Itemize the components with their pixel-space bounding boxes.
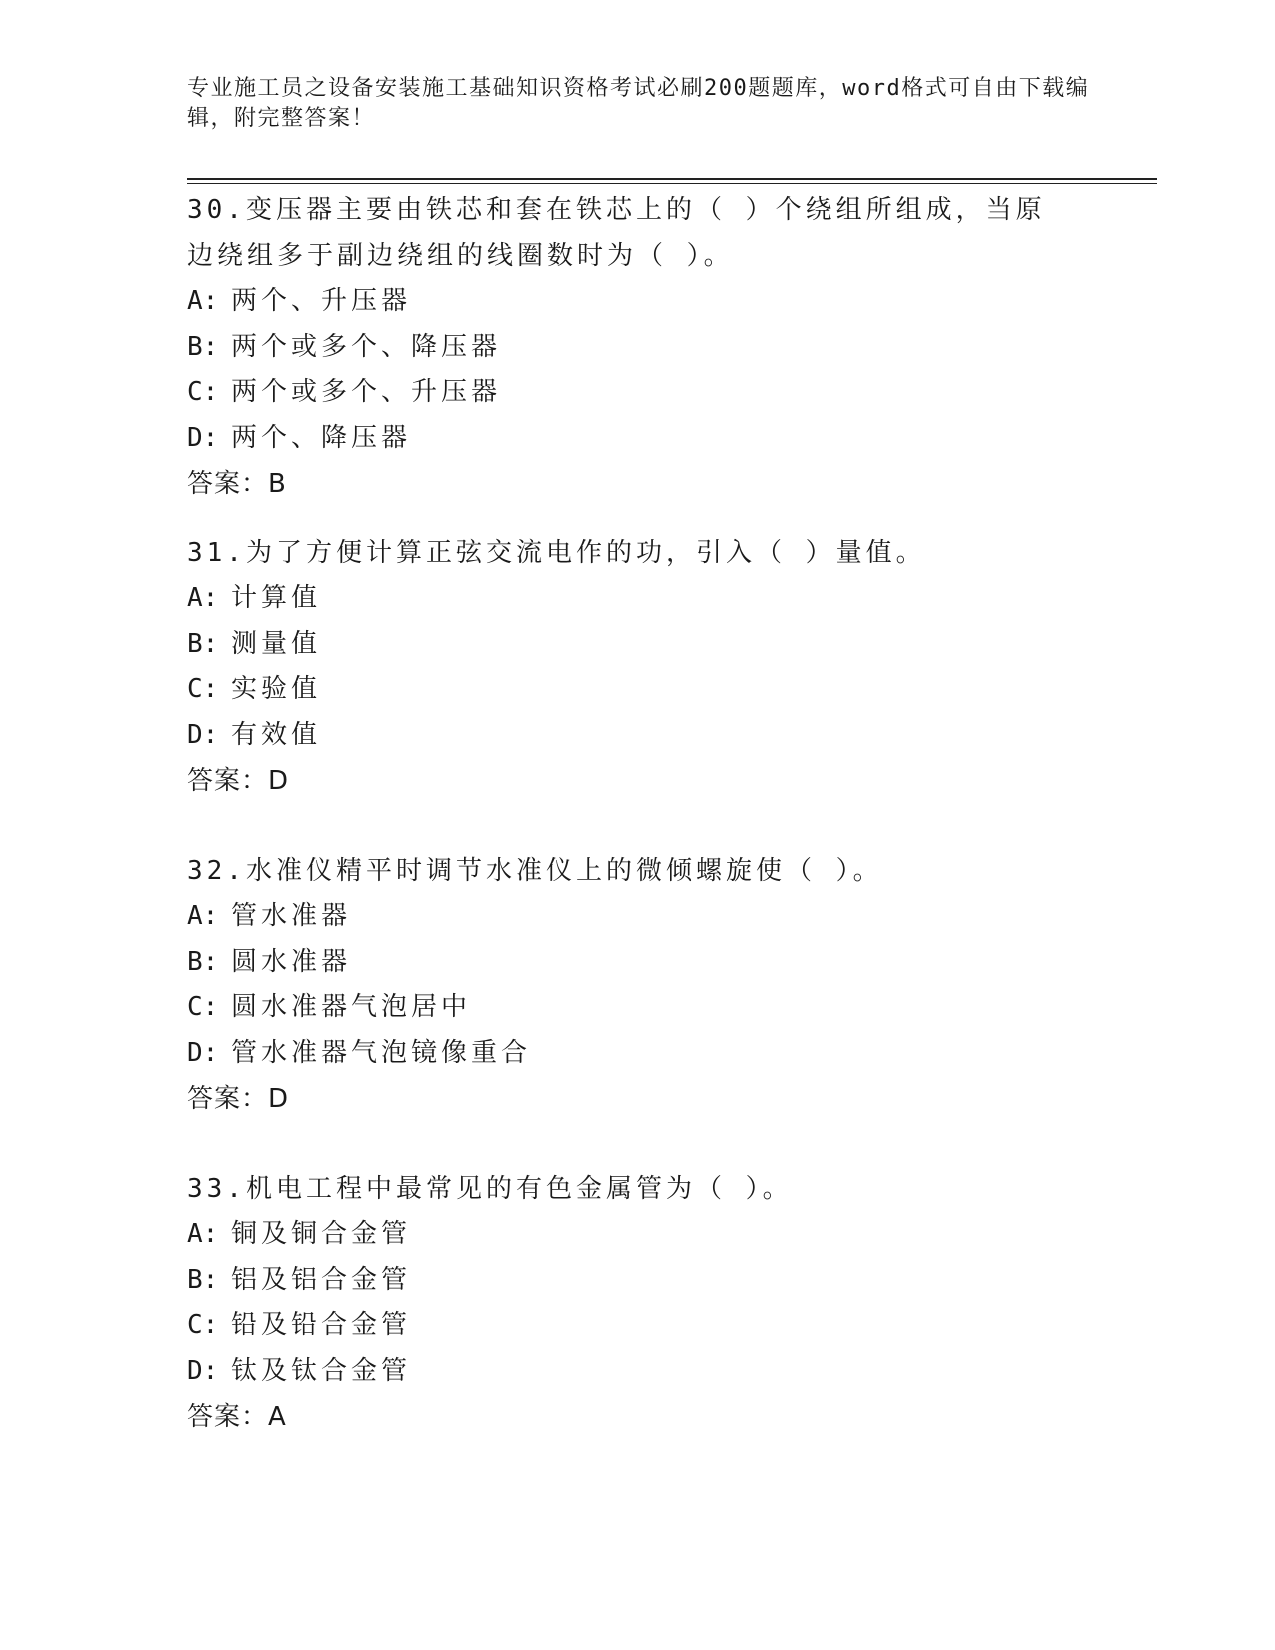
option-a	[187, 279, 1157, 325]
option-c	[187, 1303, 1157, 1349]
question-stem: 33.机电工程中最常见的有色金属管为（ ）。	[187, 1174, 793, 1204]
option-text: 两个或多个、降压器	[231, 331, 502, 362]
header-divider-thin	[187, 183, 1157, 184]
option-letter: D:	[187, 422, 219, 453]
option-letter: A:	[187, 286, 219, 316]
option-text: 圆水准器	[231, 946, 352, 977]
option-text: 两个、升压器	[231, 286, 412, 316]
answer-label: 答案：B	[187, 469, 287, 499]
option-text: 管水准器气泡镜像重合	[231, 1037, 532, 1068]
question-32	[187, 848, 1157, 1122]
option-c	[187, 985, 1157, 1031]
option-d	[187, 713, 1157, 759]
option-text: 铜及铜合金管	[231, 1219, 412, 1249]
option-b	[187, 325, 1157, 371]
option-letter: C:	[187, 674, 219, 704]
option-letter: A:	[187, 901, 219, 931]
option-b	[187, 1258, 1157, 1304]
option-text: 实验值	[231, 674, 322, 704]
question-stem: 31.为了方便计算正弦交流电作的功，引入（ ）量值。	[187, 538, 926, 568]
option-letter: A:	[187, 1219, 219, 1249]
answer-label: 答案：D	[187, 766, 290, 796]
question-stem: 32.水准仪精平时调节水准仪上的微倾螺旋使（ ）。	[187, 856, 883, 886]
answer-label: 答案：A	[187, 1402, 287, 1432]
option-letter: C:	[187, 992, 219, 1022]
option-text: 有效值	[231, 719, 322, 750]
option-letter: D:	[187, 1355, 219, 1386]
option-text: 圆水准器气泡居中	[231, 992, 472, 1022]
option-b	[187, 940, 1157, 986]
option-letter: C:	[187, 377, 219, 407]
option-letter: B:	[187, 331, 219, 362]
option-c	[187, 370, 1157, 416]
question-33	[187, 1166, 1157, 1440]
question-30	[187, 187, 1157, 507]
option-letter: B:	[187, 628, 219, 659]
option-text: 两个或多个、升压器	[231, 377, 502, 407]
option-a	[187, 894, 1157, 940]
option-d	[187, 1349, 1157, 1395]
option-text: 测量值	[231, 628, 322, 659]
document-intro: 专业施工员之设备安装施工基础知识资格考试必刷200题题库，word格式可自由下载编辑，附完整答案！	[187, 76, 1090, 131]
option-d	[187, 1031, 1157, 1077]
option-text: 铅及铅合金管	[231, 1310, 412, 1340]
option-letter: C:	[187, 1310, 219, 1340]
option-b	[187, 622, 1157, 668]
option-letter: B:	[187, 1264, 219, 1295]
option-a	[187, 576, 1157, 622]
question-stem: 30.变压器主要由铁芯和套在铁芯上的（ ）个绕组所组成，当原边绕组多于副边绕组的线圈数时为（ ）。	[187, 195, 1046, 271]
option-letter: D:	[187, 1037, 219, 1068]
question-31	[187, 530, 1157, 804]
option-a	[187, 1212, 1157, 1258]
option-text: 钛及钛合金管	[231, 1355, 412, 1386]
option-d	[187, 416, 1157, 462]
option-text: 两个、降压器	[231, 422, 412, 453]
option-letter: D:	[187, 719, 219, 750]
answer-label: 答案：D	[187, 1084, 290, 1114]
option-c	[187, 667, 1157, 713]
option-text: 管水准器	[231, 901, 352, 931]
option-letter: A:	[187, 583, 219, 613]
option-text: 计算值	[231, 583, 322, 613]
header-divider-thick	[187, 178, 1157, 180]
option-text: 铝及铝合金管	[231, 1264, 412, 1295]
option-letter: B:	[187, 946, 219, 977]
